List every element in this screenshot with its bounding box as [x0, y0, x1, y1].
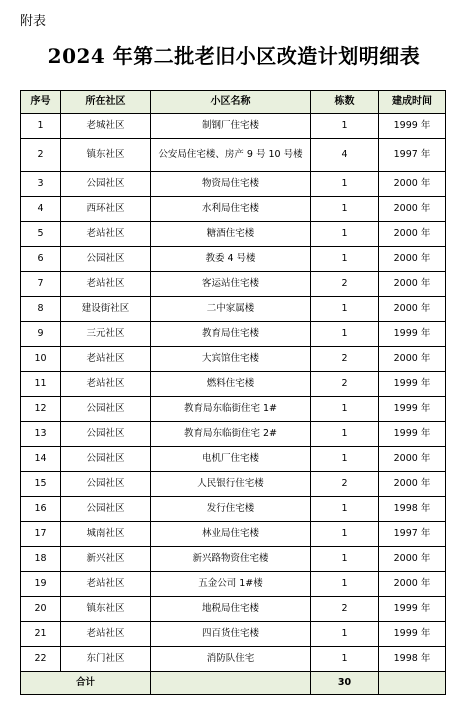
total-empty-cell [151, 672, 311, 695]
column-header-estate-name: 小区名称 [151, 91, 311, 114]
table-row [21, 297, 446, 322]
built-year-cell: 2000 年 [379, 247, 446, 272]
row-index: 14 [21, 447, 61, 472]
row-index: 18 [21, 547, 61, 572]
building-count-cell: 1 [311, 172, 379, 197]
table-header-row [21, 91, 446, 114]
total-label: 合计 [21, 672, 151, 695]
built-year-cell: 1997 年 [379, 522, 446, 547]
building-count-cell: 1 [311, 397, 379, 422]
estate-name-cell: 四百货住宅楼 [151, 622, 311, 647]
building-count-cell: 1 [311, 222, 379, 247]
built-year-cell: 2000 年 [379, 172, 446, 197]
column-header-community: 所在社区 [61, 91, 151, 114]
building-count-cell: 1 [311, 114, 379, 139]
estate-name-cell: 教育局东临街住宅 1# [151, 397, 311, 422]
building-count-cell: 1 [311, 422, 379, 447]
row-index: 9 [21, 322, 61, 347]
row-index: 4 [21, 197, 61, 222]
table-row [21, 472, 446, 497]
built-year-cell: 2000 年 [379, 447, 446, 472]
estate-name-cell: 发行住宅楼 [151, 497, 311, 522]
table-row [21, 272, 446, 297]
community-cell: 老站社区 [61, 622, 151, 647]
table-total-row [21, 672, 446, 695]
built-year-cell: 2000 年 [379, 197, 446, 222]
table-row [21, 247, 446, 272]
estate-name-cell: 电机厂住宅楼 [151, 447, 311, 472]
row-index: 10 [21, 347, 61, 372]
community-cell: 老站社区 [61, 272, 151, 297]
table-row [21, 422, 446, 447]
attachment-label: 附表 [20, 14, 47, 29]
community-cell: 镇东社区 [61, 139, 151, 172]
column-header-built-year: 建成时间 [379, 91, 446, 114]
row-index: 17 [21, 522, 61, 547]
table-row [21, 622, 446, 647]
building-count-cell: 2 [311, 272, 379, 297]
community-cell: 东门社区 [61, 647, 151, 672]
building-count-cell: 1 [311, 497, 379, 522]
estate-name-cell: 水利局住宅楼 [151, 197, 311, 222]
community-cell: 新兴社区 [61, 547, 151, 572]
building-count-cell: 4 [311, 139, 379, 172]
row-index: 2 [21, 139, 61, 172]
row-index: 7 [21, 272, 61, 297]
row-index: 11 [21, 372, 61, 397]
document-title: 2024 年第二批老旧小区改造计划明细表 [47, 44, 421, 68]
total-building-count: 30 [311, 672, 379, 695]
community-cell: 镇东社区 [61, 597, 151, 622]
building-count-cell: 1 [311, 522, 379, 547]
table-row [21, 197, 446, 222]
estate-name-cell: 林业局住宅楼 [151, 522, 311, 547]
row-index: 22 [21, 647, 61, 672]
estate-name-cell: 地税局住宅楼 [151, 597, 311, 622]
table-row [21, 522, 446, 547]
built-year-cell: 2000 年 [379, 547, 446, 572]
built-year-cell: 1999 年 [379, 422, 446, 447]
building-count-cell: 1 [311, 622, 379, 647]
total-empty-cell [379, 672, 446, 695]
estate-name-cell: 人民银行住宅楼 [151, 472, 311, 497]
community-cell: 公园社区 [61, 497, 151, 522]
built-year-cell: 1999 年 [379, 372, 446, 397]
estate-name-cell: 物资局住宅楼 [151, 172, 311, 197]
built-year-cell: 1999 年 [379, 397, 446, 422]
estate-name-cell: 客运站住宅楼 [151, 272, 311, 297]
estate-name-cell: 五金公司 1#楼 [151, 572, 311, 597]
community-cell: 老站社区 [61, 222, 151, 247]
built-year-cell: 1998 年 [379, 497, 446, 522]
community-cell: 老站社区 [61, 372, 151, 397]
built-year-cell: 1999 年 [379, 114, 446, 139]
row-index: 13 [21, 422, 61, 447]
row-index: 16 [21, 497, 61, 522]
community-cell: 建设街社区 [61, 297, 151, 322]
estate-name-cell: 糖酒住宅楼 [151, 222, 311, 247]
table-row [21, 114, 446, 139]
building-count-cell: 1 [311, 322, 379, 347]
built-year-cell: 2000 年 [379, 572, 446, 597]
row-index: 6 [21, 247, 61, 272]
table-row [21, 447, 446, 472]
built-year-cell: 1998 年 [379, 647, 446, 672]
building-count-cell: 1 [311, 197, 379, 222]
table-row [21, 572, 446, 597]
built-year-cell: 1999 年 [379, 622, 446, 647]
community-cell: 公园社区 [61, 472, 151, 497]
building-count-cell: 2 [311, 372, 379, 397]
building-count-cell: 1 [311, 572, 379, 597]
estate-name-cell: 公安局住宅楼、房产 9 号 10 号楼 [151, 139, 311, 172]
building-count-cell: 2 [311, 597, 379, 622]
community-cell: 老站社区 [61, 572, 151, 597]
table-row [21, 139, 446, 172]
table-row [21, 347, 446, 372]
building-count-cell: 1 [311, 247, 379, 272]
estate-name-cell: 燃料住宅楼 [151, 372, 311, 397]
built-year-cell: 2000 年 [379, 472, 446, 497]
built-year-cell: 2000 年 [379, 222, 446, 247]
table-row [21, 172, 446, 197]
estate-name-cell: 大宾馆住宅楼 [151, 347, 311, 372]
column-header-index: 序号 [21, 91, 61, 114]
row-index: 8 [21, 297, 61, 322]
estate-name-cell: 新兴路物资住宅楼 [151, 547, 311, 572]
table-body [21, 114, 446, 672]
community-cell: 西环社区 [61, 197, 151, 222]
built-year-cell: 1999 年 [379, 597, 446, 622]
building-count-cell: 1 [311, 647, 379, 672]
column-header-building-count: 栋数 [311, 91, 379, 114]
built-year-cell: 2000 年 [379, 347, 446, 372]
row-index: 12 [21, 397, 61, 422]
renovation-plan-table [20, 90, 446, 695]
table-row [21, 322, 446, 347]
table-row [21, 547, 446, 572]
building-count-cell: 2 [311, 472, 379, 497]
built-year-cell: 1997 年 [379, 139, 446, 172]
table-row [21, 647, 446, 672]
row-index: 20 [21, 597, 61, 622]
table-row [21, 372, 446, 397]
table-row [21, 397, 446, 422]
table-row [21, 222, 446, 247]
estate-name-cell: 教育局住宅楼 [151, 322, 311, 347]
community-cell: 公园社区 [61, 422, 151, 447]
built-year-cell: 2000 年 [379, 297, 446, 322]
row-index: 3 [21, 172, 61, 197]
built-year-cell: 2000 年 [379, 272, 446, 297]
building-count-cell: 1 [311, 297, 379, 322]
community-cell: 公园社区 [61, 172, 151, 197]
estate-name-cell: 制钢厂住宅楼 [151, 114, 311, 139]
community-cell: 公园社区 [61, 247, 151, 272]
community-cell: 老站社区 [61, 347, 151, 372]
estate-name-cell: 教委 4 号楼 [151, 247, 311, 272]
community-cell: 三元社区 [61, 322, 151, 347]
row-index: 21 [21, 622, 61, 647]
row-index: 1 [21, 114, 61, 139]
community-cell: 城南社区 [61, 522, 151, 547]
estate-name-cell: 教育局东临街住宅 2# [151, 422, 311, 447]
estate-name-cell: 消防队住宅 [151, 647, 311, 672]
community-cell: 公园社区 [61, 397, 151, 422]
community-cell: 老城社区 [61, 114, 151, 139]
built-year-cell: 1999 年 [379, 322, 446, 347]
row-index: 5 [21, 222, 61, 247]
building-count-cell: 1 [311, 547, 379, 572]
building-count-cell: 2 [311, 347, 379, 372]
community-cell: 公园社区 [61, 447, 151, 472]
table-row [21, 497, 446, 522]
row-index: 19 [21, 572, 61, 597]
row-index: 15 [21, 472, 61, 497]
estate-name-cell: 二中家属楼 [151, 297, 311, 322]
table-row [21, 597, 446, 622]
building-count-cell: 1 [311, 447, 379, 472]
